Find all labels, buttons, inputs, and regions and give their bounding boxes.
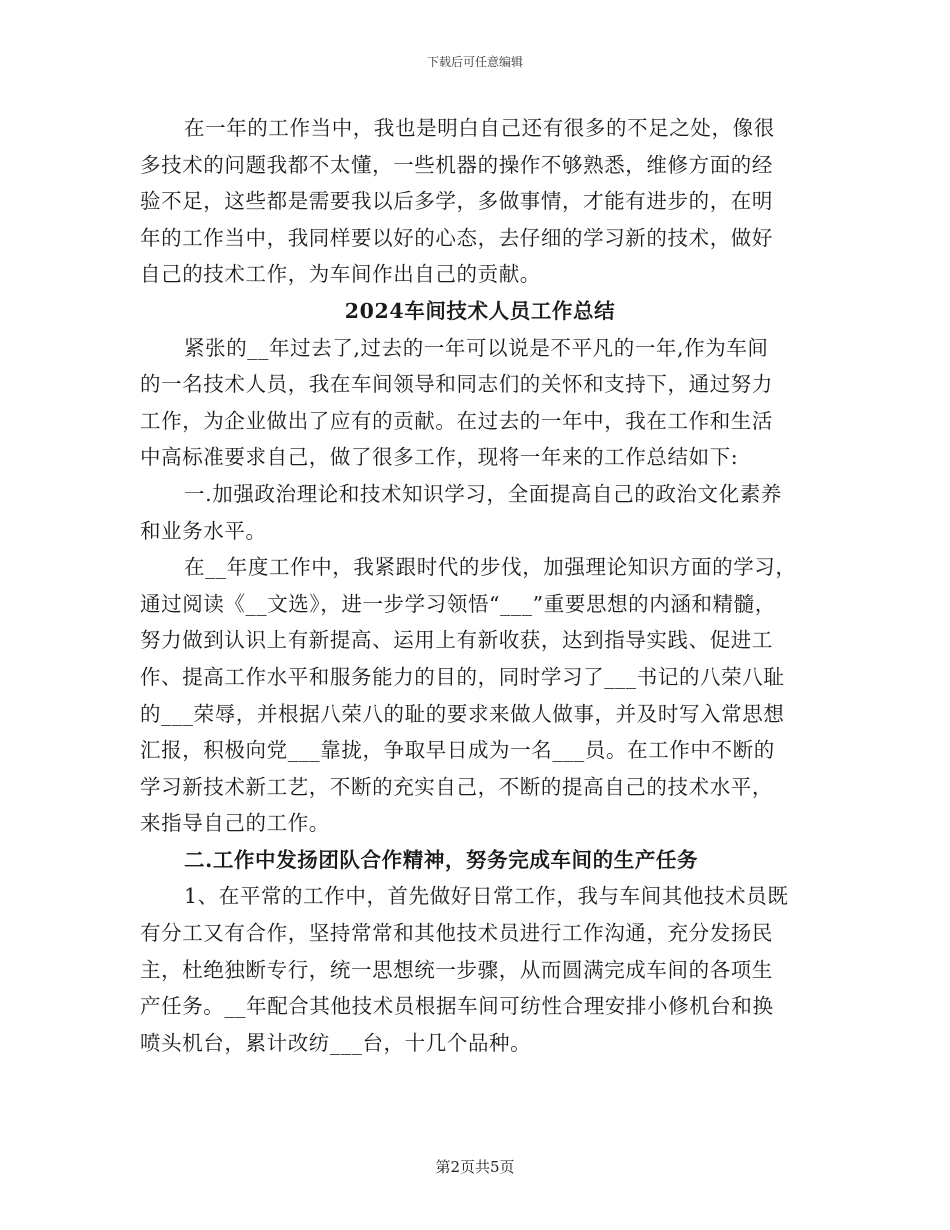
paragraph-line: 来指导自己的工作。 [140, 811, 330, 836]
document-title: 2024车间技术人员工作总结 [344, 298, 616, 323]
paragraph-line: 汇报，积极向党___靠拢，争取早日成为一名___员。在工作中不断的 [140, 738, 775, 763]
paragraph-line: 在一年的工作当中，我也是明白自己还有很多的不足之处，像很 [184, 116, 775, 140]
paragraph-line: 多技术的问题我都不太懂，一些机器的操作不够熟悉，维修方面的经 [140, 152, 773, 177]
page-header: 下载后可任意编辑 [426, 55, 523, 69]
paragraph-line: 努力做到认识上有新提高、运用上有新收获，达到指导实践、促进工 [140, 628, 773, 653]
section-heading-1-cont: 和业务水平。 [140, 518, 267, 543]
paragraph-line: 主，杜绝独断专行，统一思想统一步骤，从而圆满完成车间的各项生 [140, 957, 773, 982]
paragraph-line: 学习新技术新工艺，不断的充实自己，不断的提高自己的技术水平， [140, 774, 773, 799]
section-heading-1: 一.加强政治理论和技术知识学习，全面提高自己的政治文化素养 [184, 481, 782, 506]
paragraph-line: 的___荣辱，并根据八荣八的耻的要求来做人做事，并及时写入常思想 [140, 701, 785, 726]
section-heading-2: 二.工作中发扬团队合作精神，努务完成车间的生产任务 [184, 847, 699, 872]
page-number-footer: 第2页共5页 [435, 1158, 515, 1176]
paragraph-line: 作、提高工作水平和服务能力的目的，同时学习了___书记的八荣八耻 [140, 664, 785, 689]
paragraph-line: 中高标准要求自己，做了很多工作，现将一年来的工作总结如下: [140, 445, 739, 470]
paragraph-line: 产任务。__年配合其他技术员根据车间可纺性合理安排小修机台和换 [140, 994, 774, 1019]
paragraph-line: 验不足，这些都是需要我以后多学，多做事情，才能有进步的，在明 [140, 189, 773, 214]
paragraph-line: 喷头机台，累计改纺___台，十几个品种。 [140, 1030, 532, 1055]
paragraph-line: 紧张的__年过去了,过去的一年可以说是不平凡的一年,作为车间 [184, 335, 769, 360]
paragraph-line: 在__年度工作中，我紧跟时代的步伐，加强理论知识方面的学习， [184, 555, 797, 580]
paragraph-line: 通过阅读《__文选》，进一步学习领悟“___”重要思想的内涵和精髓， [140, 591, 776, 616]
document-body [140, 110, 820, 1061]
paragraph-line: 自己的技术工作，为车间作出自己的贡献。 [140, 262, 541, 287]
paragraph-line: 年的工作当中，我同样要以好的心态，去仔细的学习新的技术，做好 [140, 225, 773, 250]
paragraph-line: 有分工又有合作，坚持常常和其他技术员进行工作沟通，充分发扬民 [140, 921, 773, 946]
paragraph-line: 的一名技术人员，我在车间领导和同志们的关怀和支持下，通过努力 [140, 372, 773, 397]
paragraph-line: 工作，为企业做出了应有的贡献。在过去的一年中，我在工作和生活 [140, 408, 773, 433]
paragraph-line: 1、在平常的工作中，首先做好日常工作，我与车间其他技术员既 [184, 884, 789, 909]
